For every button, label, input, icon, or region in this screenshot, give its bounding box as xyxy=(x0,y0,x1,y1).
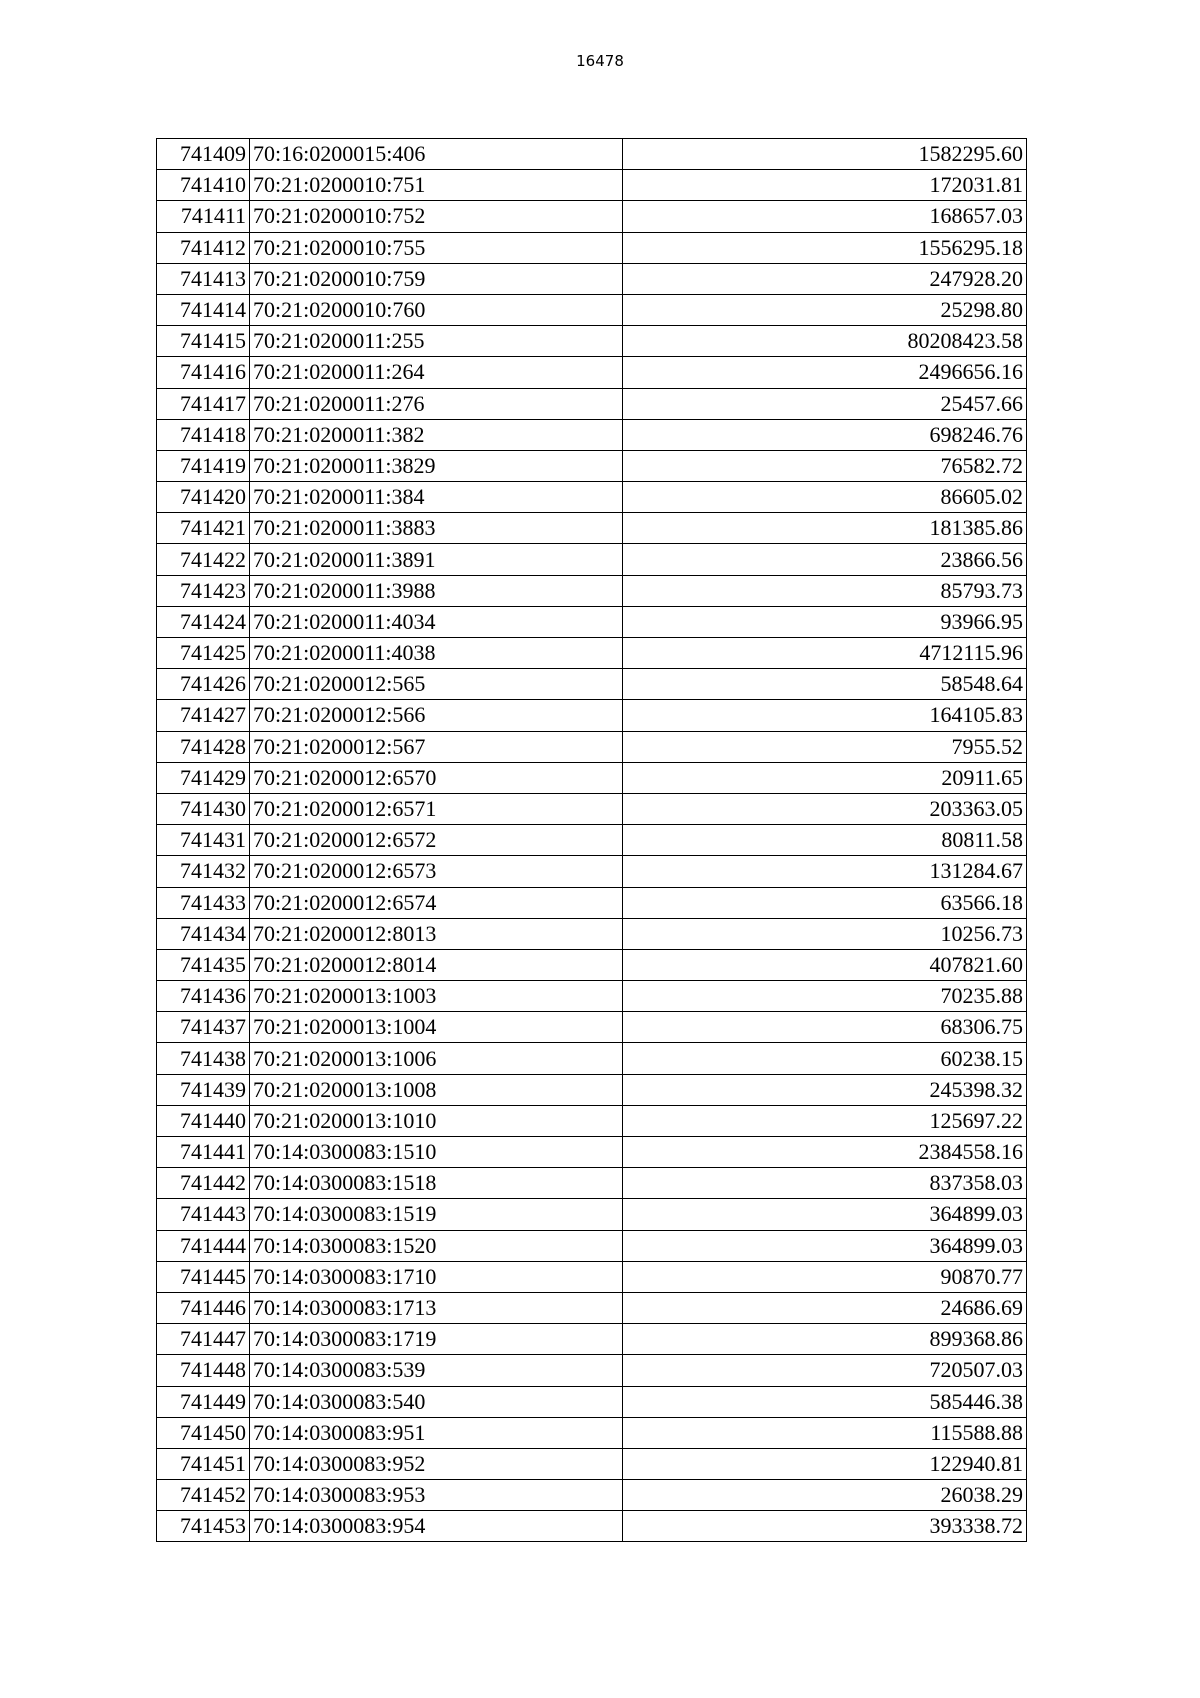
value-cell: 7955.52 xyxy=(623,731,1027,762)
row-id-cell: 741430 xyxy=(157,793,250,824)
cadastral-number-cell: 70:21:0200012:6573 xyxy=(250,856,623,887)
value-cell: 10256.73 xyxy=(623,918,1027,949)
value-cell: 25298.80 xyxy=(623,294,1027,325)
table-row xyxy=(157,731,1027,762)
table-row xyxy=(157,1230,1027,1261)
cadastral-number-cell: 70:14:0300083:954 xyxy=(250,1511,623,1542)
table-row xyxy=(157,357,1027,388)
table-row xyxy=(157,388,1027,419)
table-row xyxy=(157,700,1027,731)
value-cell: 20911.65 xyxy=(623,762,1027,793)
cadastral-number-cell: 70:14:0300083:1510 xyxy=(250,1137,623,1168)
row-id-cell: 741436 xyxy=(157,981,250,1012)
value-cell: 203363.05 xyxy=(623,793,1027,824)
table-row xyxy=(157,1043,1027,1074)
table-row xyxy=(157,1074,1027,1105)
cadastral-number-cell: 70:21:0200011:4034 xyxy=(250,606,623,637)
cadastral-value-table xyxy=(156,138,1027,1542)
cadastral-number-cell: 70:21:0200010:759 xyxy=(250,263,623,294)
value-cell: 2384558.16 xyxy=(623,1137,1027,1168)
row-id-cell: 741413 xyxy=(157,263,250,294)
table-row xyxy=(157,326,1027,357)
row-id-cell: 741418 xyxy=(157,419,250,450)
row-id-cell: 741434 xyxy=(157,918,250,949)
table-row xyxy=(157,1168,1027,1199)
cadastral-number-cell: 70:21:0200011:382 xyxy=(250,419,623,450)
row-id-cell: 741440 xyxy=(157,1105,250,1136)
table-row xyxy=(157,793,1027,824)
cadastral-number-cell: 70:14:0300083:1518 xyxy=(250,1168,623,1199)
value-cell: 245398.32 xyxy=(623,1074,1027,1105)
value-cell: 24686.69 xyxy=(623,1292,1027,1323)
value-cell: 393338.72 xyxy=(623,1511,1027,1542)
row-id-cell: 741428 xyxy=(157,731,250,762)
table-row xyxy=(157,1105,1027,1136)
value-cell: 63566.18 xyxy=(623,887,1027,918)
cadastral-number-cell: 70:21:0200012:567 xyxy=(250,731,623,762)
row-id-cell: 741417 xyxy=(157,388,250,419)
value-cell: 85793.73 xyxy=(623,575,1027,606)
value-cell: 60238.15 xyxy=(623,1043,1027,1074)
value-cell: 125697.22 xyxy=(623,1105,1027,1136)
table-row xyxy=(157,1137,1027,1168)
row-id-cell: 741420 xyxy=(157,482,250,513)
value-cell: 131284.67 xyxy=(623,856,1027,887)
table-row xyxy=(157,1292,1027,1323)
row-id-cell: 741416 xyxy=(157,357,250,388)
value-cell: 58548.64 xyxy=(623,669,1027,700)
table-row xyxy=(157,1261,1027,1292)
cadastral-number-cell: 70:21:0200013:1003 xyxy=(250,981,623,1012)
row-id-cell: 741427 xyxy=(157,700,250,731)
row-id-cell: 741414 xyxy=(157,294,250,325)
cadastral-number-cell: 70:14:0300083:540 xyxy=(250,1386,623,1417)
table-row xyxy=(157,232,1027,263)
table-row xyxy=(157,887,1027,918)
row-id-cell: 741448 xyxy=(157,1355,250,1386)
cadastral-number-cell: 70:14:0300083:1519 xyxy=(250,1199,623,1230)
table-row xyxy=(157,1199,1027,1230)
cadastral-number-cell: 70:21:0200013:1004 xyxy=(250,1012,623,1043)
cadastral-number-cell: 70:21:0200013:1010 xyxy=(250,1105,623,1136)
table-row xyxy=(157,263,1027,294)
cadastral-number-cell: 70:14:0300083:1520 xyxy=(250,1230,623,1261)
row-id-cell: 741443 xyxy=(157,1199,250,1230)
cadastral-number-cell: 70:21:0200010:755 xyxy=(250,232,623,263)
value-cell: 247928.20 xyxy=(623,263,1027,294)
row-id-cell: 741433 xyxy=(157,887,250,918)
row-id-cell: 741409 xyxy=(157,139,250,170)
value-cell: 1556295.18 xyxy=(623,232,1027,263)
row-id-cell: 741449 xyxy=(157,1386,250,1417)
cadastral-number-cell: 70:16:0200015:406 xyxy=(250,139,623,170)
table-row xyxy=(157,544,1027,575)
cadastral-number-cell: 70:21:0200012:8014 xyxy=(250,949,623,980)
table-row xyxy=(157,918,1027,949)
value-cell: 720507.03 xyxy=(623,1355,1027,1386)
cadastral-number-cell: 70:21:0200013:1008 xyxy=(250,1074,623,1105)
value-cell: 115588.88 xyxy=(623,1417,1027,1448)
cadastral-number-cell: 70:21:0200011:3829 xyxy=(250,450,623,481)
cadastral-number-cell: 70:21:0200010:751 xyxy=(250,170,623,201)
cadastral-number-cell: 70:21:0200011:3891 xyxy=(250,544,623,575)
cadastral-number-cell: 70:14:0300083:953 xyxy=(250,1480,623,1511)
page-number: 16478 xyxy=(576,52,624,70)
cadastral-number-cell: 70:14:0300083:1713 xyxy=(250,1292,623,1323)
value-cell: 698246.76 xyxy=(623,419,1027,450)
value-cell: 4712115.96 xyxy=(623,638,1027,669)
value-cell: 93966.95 xyxy=(623,606,1027,637)
value-cell: 80811.58 xyxy=(623,825,1027,856)
row-id-cell: 741439 xyxy=(157,1074,250,1105)
row-id-cell: 741431 xyxy=(157,825,250,856)
table-row xyxy=(157,1355,1027,1386)
cadastral-number-cell: 70:14:0300083:951 xyxy=(250,1417,623,1448)
cadastral-number-cell: 70:21:0200013:1006 xyxy=(250,1043,623,1074)
cadastral-number-cell: 70:21:0200011:264 xyxy=(250,357,623,388)
cadastral-number-cell: 70:21:0200012:565 xyxy=(250,669,623,700)
value-cell: 899368.86 xyxy=(623,1324,1027,1355)
row-id-cell: 741410 xyxy=(157,170,250,201)
table-row xyxy=(157,1012,1027,1043)
value-cell: 585446.38 xyxy=(623,1386,1027,1417)
row-id-cell: 741446 xyxy=(157,1292,250,1323)
row-id-cell: 741412 xyxy=(157,232,250,263)
cadastral-number-cell: 70:21:0200011:276 xyxy=(250,388,623,419)
row-id-cell: 741423 xyxy=(157,575,250,606)
value-cell: 26038.29 xyxy=(623,1480,1027,1511)
row-id-cell: 741419 xyxy=(157,450,250,481)
table-row xyxy=(157,981,1027,1012)
row-id-cell: 741425 xyxy=(157,638,250,669)
table-row xyxy=(157,482,1027,513)
table-row xyxy=(157,762,1027,793)
row-id-cell: 741411 xyxy=(157,201,250,232)
cadastral-number-cell: 70:21:0200010:752 xyxy=(250,201,623,232)
row-id-cell: 741421 xyxy=(157,513,250,544)
cadastral-number-cell: 70:21:0200012:6571 xyxy=(250,793,623,824)
cadastral-number-cell: 70:21:0200011:4038 xyxy=(250,638,623,669)
value-cell: 2496656.16 xyxy=(623,357,1027,388)
cadastral-number-cell: 70:21:0200011:3988 xyxy=(250,575,623,606)
cadastral-number-cell: 70:14:0300083:539 xyxy=(250,1355,623,1386)
cadastral-number-cell: 70:21:0200011:384 xyxy=(250,482,623,513)
row-id-cell: 741452 xyxy=(157,1480,250,1511)
cadastral-number-cell: 70:21:0200012:6572 xyxy=(250,825,623,856)
table-row xyxy=(157,450,1027,481)
table-row xyxy=(157,1417,1027,1448)
table-row xyxy=(157,606,1027,637)
cadastral-number-cell: 70:21:0200010:760 xyxy=(250,294,623,325)
cadastral-number-cell: 70:21:0200012:6570 xyxy=(250,762,623,793)
row-id-cell: 741437 xyxy=(157,1012,250,1043)
table-row xyxy=(157,856,1027,887)
table-row xyxy=(157,513,1027,544)
cadastral-number-cell: 70:21:0200011:3883 xyxy=(250,513,623,544)
value-cell: 364899.03 xyxy=(623,1230,1027,1261)
table-row xyxy=(157,669,1027,700)
row-id-cell: 741450 xyxy=(157,1417,250,1448)
value-cell: 837358.03 xyxy=(623,1168,1027,1199)
row-id-cell: 741426 xyxy=(157,669,250,700)
row-id-cell: 741453 xyxy=(157,1511,250,1542)
table-row xyxy=(157,1448,1027,1479)
table-row xyxy=(157,139,1027,170)
value-cell: 76582.72 xyxy=(623,450,1027,481)
cadastral-number-cell: 70:14:0300083:952 xyxy=(250,1448,623,1479)
row-id-cell: 741451 xyxy=(157,1448,250,1479)
table-row xyxy=(157,575,1027,606)
value-cell: 70235.88 xyxy=(623,981,1027,1012)
value-cell: 90870.77 xyxy=(623,1261,1027,1292)
cadastral-number-cell: 70:21:0200012:8013 xyxy=(250,918,623,949)
value-cell: 122940.81 xyxy=(623,1448,1027,1479)
value-cell: 364899.03 xyxy=(623,1199,1027,1230)
row-id-cell: 741444 xyxy=(157,1230,250,1261)
value-cell: 181385.86 xyxy=(623,513,1027,544)
value-cell: 23866.56 xyxy=(623,544,1027,575)
value-cell: 68306.75 xyxy=(623,1012,1027,1043)
table-row xyxy=(157,170,1027,201)
table-row xyxy=(157,638,1027,669)
table-row xyxy=(157,419,1027,450)
row-id-cell: 741429 xyxy=(157,762,250,793)
table-row xyxy=(157,201,1027,232)
table-row xyxy=(157,294,1027,325)
table-row xyxy=(157,825,1027,856)
table-row xyxy=(157,949,1027,980)
value-cell: 1582295.60 xyxy=(623,139,1027,170)
value-cell: 80208423.58 xyxy=(623,326,1027,357)
table-row xyxy=(157,1324,1027,1355)
value-cell: 86605.02 xyxy=(623,482,1027,513)
row-id-cell: 741435 xyxy=(157,949,250,980)
value-cell: 172031.81 xyxy=(623,170,1027,201)
row-id-cell: 741438 xyxy=(157,1043,250,1074)
row-id-cell: 741445 xyxy=(157,1261,250,1292)
table-row xyxy=(157,1480,1027,1511)
cadastral-number-cell: 70:21:0200011:255 xyxy=(250,326,623,357)
row-id-cell: 741422 xyxy=(157,544,250,575)
row-id-cell: 741432 xyxy=(157,856,250,887)
value-cell: 25457.66 xyxy=(623,388,1027,419)
cadastral-number-cell: 70:14:0300083:1719 xyxy=(250,1324,623,1355)
table-body xyxy=(157,139,1027,1542)
row-id-cell: 741441 xyxy=(157,1137,250,1168)
value-cell: 168657.03 xyxy=(623,201,1027,232)
cadastral-number-cell: 70:21:0200012:6574 xyxy=(250,887,623,918)
row-id-cell: 741424 xyxy=(157,606,250,637)
cadastral-number-cell: 70:14:0300083:1710 xyxy=(250,1261,623,1292)
row-id-cell: 741442 xyxy=(157,1168,250,1199)
row-id-cell: 741447 xyxy=(157,1324,250,1355)
value-cell: 407821.60 xyxy=(623,949,1027,980)
table-row xyxy=(157,1386,1027,1417)
cadastral-number-cell: 70:21:0200012:566 xyxy=(250,700,623,731)
table-row xyxy=(157,1511,1027,1542)
row-id-cell: 741415 xyxy=(157,326,250,357)
value-cell: 164105.83 xyxy=(623,700,1027,731)
